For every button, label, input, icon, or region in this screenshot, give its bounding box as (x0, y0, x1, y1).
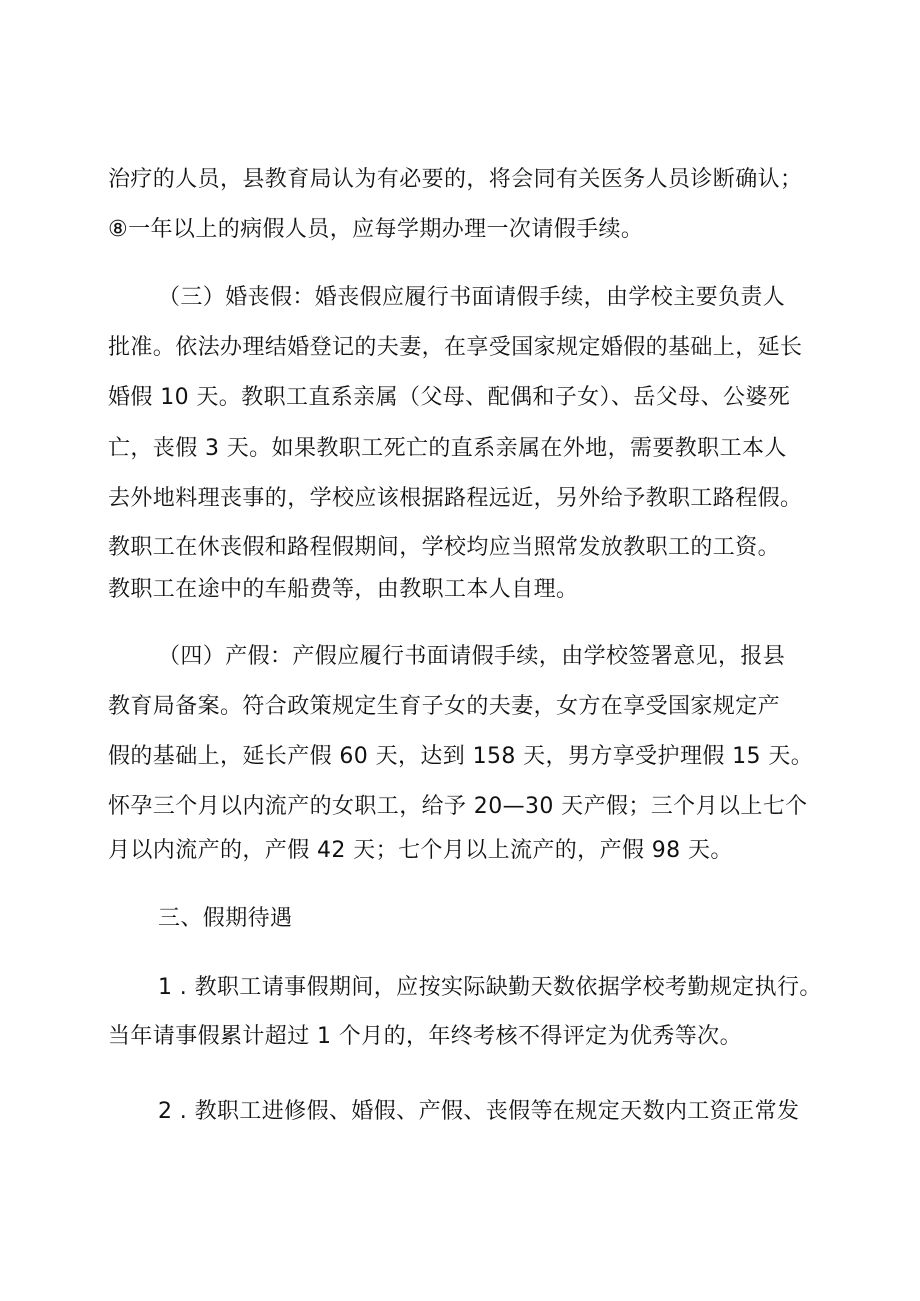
text-line: 假的基础上，延长产假 60 天，达到 158 天，男方享受护理假 15 天。 (108, 744, 814, 769)
text-line: 当年请事假累计超过 1 个月的，年终考核不得评定为优秀等次。 (108, 1024, 742, 1049)
text-line: 教育局备案。符合政策规定生育子女的夫妻，女方在享受国家规定产 (108, 694, 781, 719)
paragraph-heading-maternity-leave: （四）产假：产假应履行书面请假手续，由学校签署意见，报县 (158, 644, 786, 669)
text-line: 教职工在途中的车船费等，由教职工本人自理。 (108, 577, 579, 602)
numbered-item-2: 2 . 教职工进修假、婚假、产假、丧假等在规定天数内工资正常发 (158, 1099, 800, 1124)
text-line: 批准。依法办理结婚登记的夫妻，在享受国家规定婚假的基础上，延长 (108, 335, 803, 360)
numbered-item-1: 1 . 教职工请事假期间，应按实际缺勤天数依据学校考勤规定执行。 (158, 975, 822, 1000)
text-line: 亡，丧假 3 天。如果教职工死亡的直系亲属在外地，需要教职工本人 (108, 436, 787, 461)
text-line: 婚假 10 天。教职工直系亲属（父母、配偶和子女）、岳父母、公婆死 (108, 385, 791, 410)
text-line: 去外地料理丧事的，学校应该根据路程远近，另外给予教职工路程假。 (108, 486, 803, 511)
paragraph-heading-marriage-funeral-leave: （三）婚丧假：婚丧假应履行书面请假手续，由学校主要负责人 (158, 285, 786, 310)
text-line: 治疗的人员，县教育局认为有必要的，将会同有关医务人员诊断确认； (108, 167, 803, 192)
text-line: 月以内流产的，产假 42 天；七个月以上流产的，产假 98 天。 (108, 838, 733, 863)
text-line: 怀孕三个月以内流产的女职工，给予 20—30 天产假；三个月以上七个 (108, 794, 808, 819)
section-heading-leave-benefits: 三、假期待遇 (158, 906, 293, 931)
text-line: ⑧一年以上的病假人员，应每学期办理一次请假手续。 (108, 217, 644, 242)
text-line: 教职工在休丧假和路程假期间，学校均应当照常发放教职工的工资。 (108, 535, 781, 560)
